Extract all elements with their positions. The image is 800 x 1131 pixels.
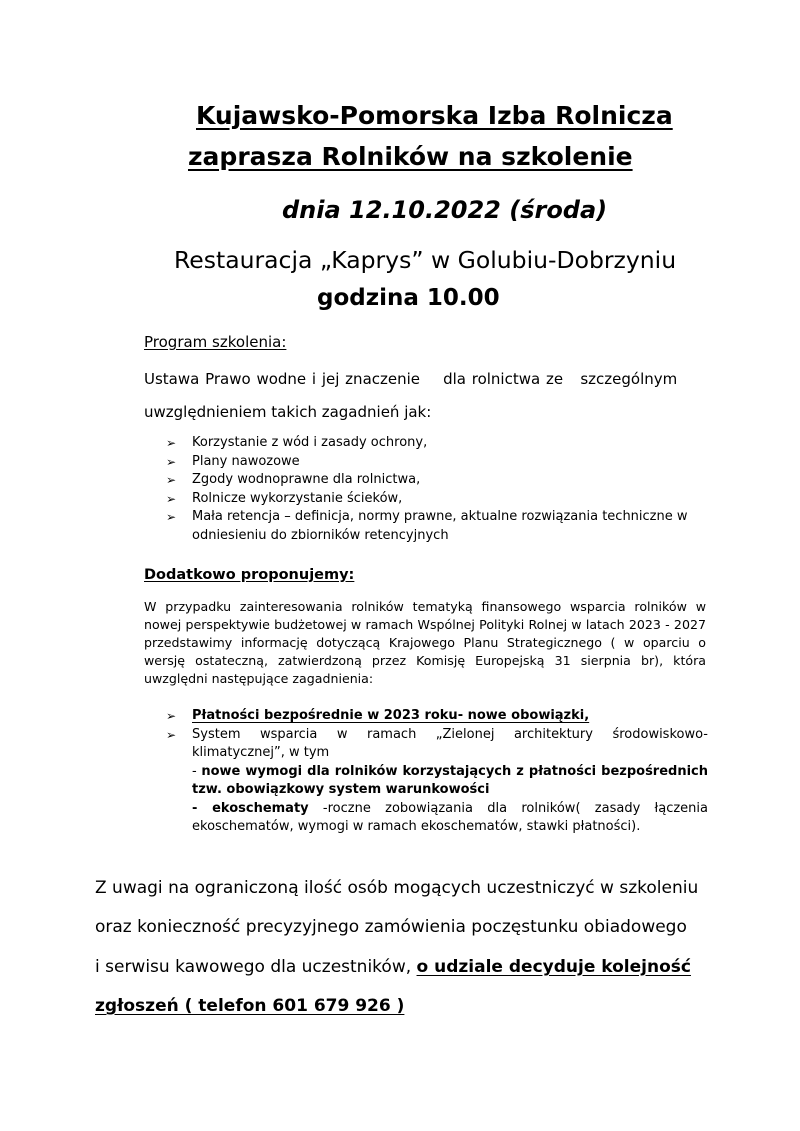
sub-item-bold: ekoschematy bbox=[212, 800, 309, 816]
arrowhead-bullet-icon: ➢ bbox=[166, 454, 177, 469]
list-item bbox=[166, 707, 708, 726]
title-line-1: Kujawsko-Pomorska Izba Rolnicza bbox=[196, 101, 673, 130]
title-line-2: zaprasza Rolników na szkolenie bbox=[188, 142, 633, 171]
topic-text: Rolnicze wykorzystanie ścieków, bbox=[192, 490, 403, 506]
arrowhead-bullet-icon: ➢ bbox=[166, 510, 177, 524]
arrowhead-bullet-icon: ➢ bbox=[166, 491, 177, 506]
payments-item-text: Płatności bezpośrednie w 2023 roku- nowe obowiązki, bbox=[192, 708, 590, 723]
topic-text: Mała retencja – definicja, normy prawne, aktualne rozwiązania techniczne w odniesieniu do zbiorników retencyjnych bbox=[192, 509, 688, 543]
list-item bbox=[166, 800, 708, 837]
extra-paragraph: W przypadku zainteresowania rolników tematyką finansowego wsparcia rolników w nowej perspektywie budżetowej w ramach Wspólnej Polityki Rolnej w latach 2023 - 2027 przedstawimy informację dotyczącą Krajowego Planu Strategicznego ( w oparciu o wersję ostateczną, zatwierdzoną przez Komisję Europejską 31 sierpnia br), która uwzględni następujące zagadnienia: bbox=[144, 599, 706, 686]
note-line-3-text: i serwisu kawowego dla uczestników, bbox=[95, 957, 417, 977]
sub-item-dash: - bbox=[192, 800, 213, 816]
arrowhead-bullet-icon: ➢ bbox=[166, 473, 177, 487]
list-item bbox=[166, 471, 726, 490]
list-item bbox=[166, 726, 708, 763]
note-line-2: oraz konieczność precyzyjnego zamówienia poczęstunku obiadowego bbox=[95, 917, 687, 937]
support-item-text: System wsparcia w ramach „Zielonej architektury środowiskowo-klimatycznej”, w tym bbox=[192, 726, 708, 760]
list-item bbox=[166, 434, 726, 453]
event-venue: Restauracja „Kaprys” w Golubiu-Dobrzyniu bbox=[174, 246, 677, 274]
list-item bbox=[166, 763, 708, 800]
program-intro-line-2: uwzględnieniem takich zagadnień jak: bbox=[144, 403, 432, 421]
sub-item-dash: - bbox=[192, 763, 202, 779]
event-hour: godzina 10.00 bbox=[317, 285, 500, 311]
list-item bbox=[166, 508, 726, 545]
program-intro-line-1: Ustawa Prawo wodne i jej znaczenie dla rolnictwa ze szczególnym bbox=[144, 370, 678, 388]
arrowhead-bullet-icon: ➢ bbox=[166, 709, 177, 723]
payments-list bbox=[166, 707, 708, 837]
arrowhead-bullet-icon: ➢ bbox=[166, 727, 177, 742]
note-line-4 bbox=[95, 996, 404, 1016]
extra-heading: Dodatkowo proponujemy: bbox=[144, 567, 355, 583]
list-item bbox=[166, 453, 726, 472]
topic-text: Zgody wodnoprawne dla rolnictwa, bbox=[192, 472, 421, 487]
list-item bbox=[166, 490, 726, 509]
note-line-1: Z uwagi na ograniczoną ilość osób mogących uczestniczyć w szkoleniu bbox=[95, 878, 699, 898]
note-line-3-bold: o udziale decyduje kolejność bbox=[416, 957, 691, 977]
sub-item-bold: nowe wymogi dla rolników korzystających z płatności bezpośrednich tzw. obowiązkowy system warunkowości bbox=[192, 763, 709, 797]
contact-phone: zgłoszeń ( telefon 601 679 926 ) bbox=[95, 996, 405, 1016]
topics-list bbox=[166, 434, 726, 545]
topic-text: Korzystanie z wód i zasady ochrony, bbox=[192, 435, 428, 450]
sub-item-rest: -roczne zobowiązania dla rolników( zasady łączenia ekoschematów, wymogi w ramach ekoschematów, stawki płatności). bbox=[192, 800, 708, 834]
program-heading: Program szkolenia: bbox=[144, 333, 287, 351]
event-date: dnia 12.10.2022 (środa) bbox=[282, 196, 608, 224]
topic-text: Plany nawozowe bbox=[192, 453, 300, 469]
note-line-3 bbox=[95, 957, 691, 977]
arrowhead-bullet-icon: ➢ bbox=[166, 436, 177, 450]
